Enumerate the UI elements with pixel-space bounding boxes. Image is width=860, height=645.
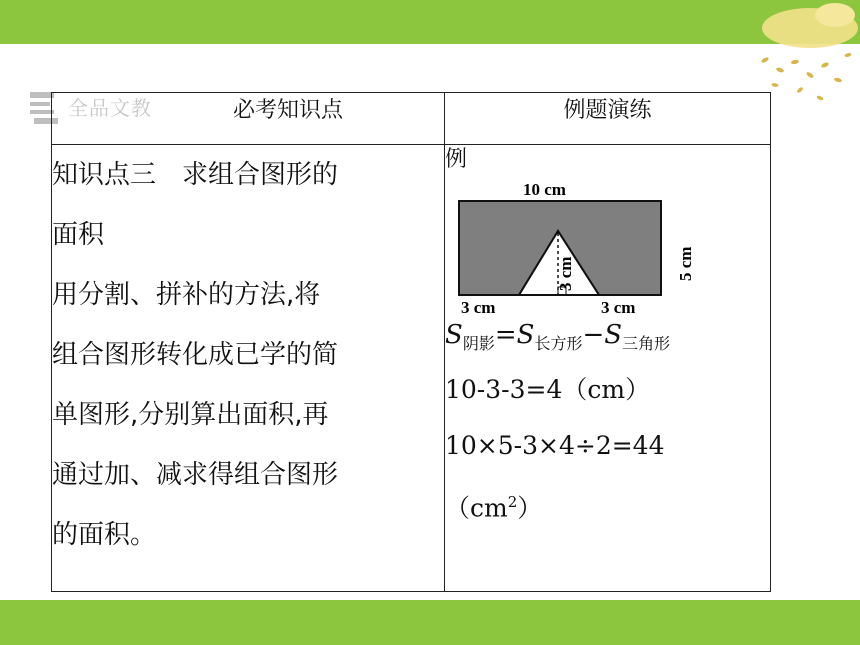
calculation-line-3: $(cm^2)$ — [445, 493, 543, 523]
header-right: 例题演练 — [445, 93, 771, 145]
knowledge-line: 用分割、拼补的方法,将 — [52, 280, 321, 310]
knowledge-line: 面积 — [52, 220, 105, 250]
header-left: 必考知识点 — [52, 93, 445, 145]
calculation-line-1: 10-3-3=4（cm） — [445, 375, 651, 404]
side-length-label: 5 cm — [676, 246, 695, 281]
knowledge-text — [52, 145, 445, 592]
composite-shape-diagram — [445, 177, 705, 317]
height-label: 3 cm — [556, 256, 575, 291]
logo-text: 全品文教 — [68, 96, 152, 120]
knowledge-line: 的面积。 — [52, 520, 157, 550]
knowledge-line: 单图形,分别算出面积,再 — [52, 400, 329, 430]
knowledge-table — [51, 92, 771, 592]
top-length-label: 10 cm — [523, 180, 566, 199]
header-row — [52, 93, 771, 145]
calculation-line-2: 10×5-3×4÷2=44 — [445, 431, 665, 460]
knowledge-line: 知识点三 求组合图形的 — [52, 160, 339, 190]
knowledge-line: 通过加、减求得组合图形 — [52, 460, 339, 490]
bottom-band — [0, 600, 860, 645]
top-band — [0, 0, 860, 44]
bottom-right-label: 3 cm — [601, 298, 636, 317]
bottom-left-label: 3 cm — [461, 298, 496, 317]
example-cell — [445, 145, 771, 592]
area-formula: $S_{阴影}=S_{长方形}-S_{三角形}$ — [445, 320, 671, 353]
content-row — [52, 145, 771, 592]
knowledge-line: 组合图形转化成已学的简 — [52, 340, 339, 370]
example-label: 例 — [445, 147, 468, 172]
